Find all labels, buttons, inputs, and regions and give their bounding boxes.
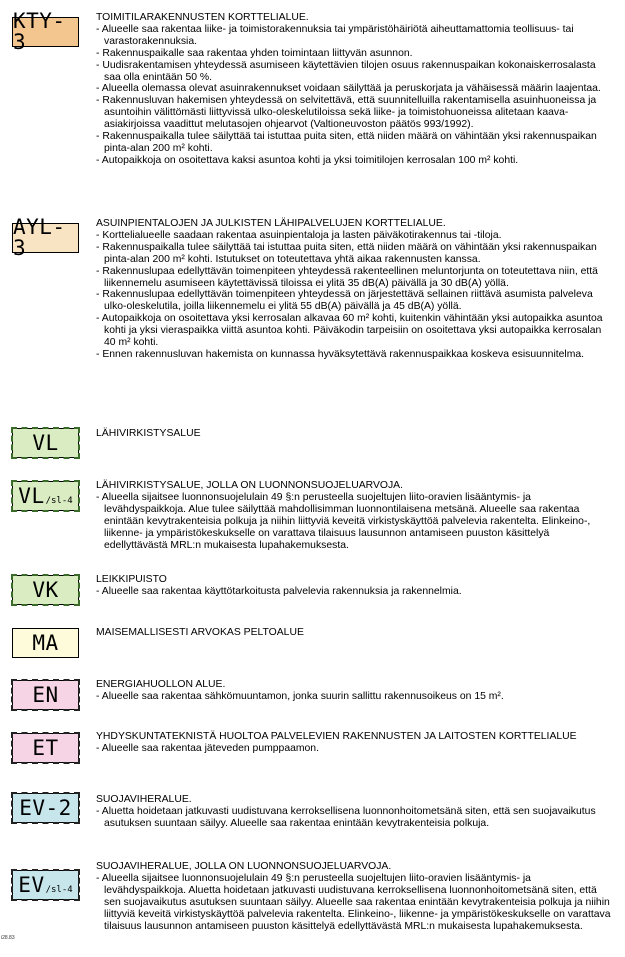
- ayl-3-description: [96, 218, 614, 361]
- ev-2-description: [96, 794, 614, 830]
- regulation-item: - Rakennuspaikalle saa rakentaa yhden toimintaan liittyvän asunnon.: [96, 47, 413, 59]
- kty-3-legend-symbol: [12, 9, 79, 54]
- regulation-item: - Alueella sijaitsee luonnonsuojelulain 49 §:n perusteella suojeltujen liito-oravien lisääntymis- ja levähdyspaikkoja. Alue tulee säilyttää mahdollisimman luonnontilaisena metsänä. Alueelle saa rakentaa enintään kevytrakenteisia polkuja ja niihin liittyviä keveitä virkistyskäyttöä palvelevia rakentelta. Elinkeino-, liikenne- ja ympäristökeskukselle on varattava tilaisuus lausunnon antamiseen puuston käsittelyä edellyttävästä MRL:n mukaisesta lupahakemuksesta.: [96, 491, 591, 551]
- zone-code: EV: [18, 872, 45, 897]
- zone-title: TOIMITILARAKENNUSTEN KORTTELIALUE.: [96, 12, 309, 23]
- zone-code: VK: [32, 577, 59, 602]
- vl-legend-symbol: [12, 428, 79, 458]
- zone-title: LÄHIVIRKISTYSALUE: [96, 428, 201, 439]
- ma-legend-symbol: [12, 628, 79, 658]
- et-description: [96, 731, 614, 755]
- ev-sl-4-legend-symbol: [12, 870, 79, 900]
- et-legend-symbol: [12, 733, 79, 763]
- zone-subcode: /sl-4: [45, 496, 73, 506]
- zone-code: KTY-3: [13, 9, 66, 54]
- zone-title: ENERGIAHUOLLON ALUE.: [96, 679, 226, 690]
- zone-code: ET: [32, 735, 59, 760]
- vl-description: [96, 428, 614, 440]
- zone-code: EV-2: [19, 795, 72, 820]
- regulation-item: - Alueella sijaitsee luonnonsuojelulain 49 §:n perusteella suojeltujen liito-oravien lisääntymis- ja levähdyspaikkoja. Aluetta hoidetaan jatkuvasti uudistuvana kerroksellisena luonnonhoitometsänä siten, että sen suojavaikutus asutuksen suuntaan säilyy. Alueelle saa rakentaa enintään kevytrakenteisia polkuja ja niihin liittyviä keveitä virkistyskäyttöä palvelevia rakentelta. Elinkeino-, liikenne- ja ympäristökeskukselle on varattava tilaisuus lausunnon antamiseen puuston käsittelyä edellyttävästä MRL:n mukaisesta lupahakemuksesta.: [96, 872, 611, 932]
- zone-title: ASUINPIENTALOJEN JA JULKISTEN LÄHIPALVELUJEN KORTTELIALUE.: [96, 218, 446, 229]
- zone-code: AYL-3: [13, 215, 66, 260]
- regulation-item: - Aluetta hoidetaan jatkuvasti uudistuvana kerroksellisena luonnonhoitometsänä siten, että sen suojavaikutus asutuksen suuntaan säilyy. Alueelle saa rakentaa enintään kevytrakenteisia polkuja.: [96, 805, 596, 829]
- regulation-item: - Alueelle saa rakentaa sähkömuuntamon, jonka suurin sallittu rakennusoikeus on 15 m².: [96, 690, 504, 702]
- ev-sl-4-description: [96, 861, 614, 932]
- zone-subcode: /sl-4: [45, 885, 73, 895]
- zone-code: MA: [32, 630, 59, 655]
- vk-description: [96, 574, 614, 598]
- regulation-item: - Rakennuspaikalla tulee säilyttää tai istuttaa puita siten, että niiden määrä on vähintään yksi rakennuspaikan pinta-alan 200 m² kohti. Istutukset on toteutettava yhtä aikaa rakennusten kanssa.: [96, 241, 597, 265]
- regulation-item: - Alueelle saa rakentaa käyttötarkoitusta palvelevia rakennuksia ja rakennelmia.: [96, 585, 462, 597]
- zone-title: MAISEMALLISESTI ARVOKAS PELTOALUE: [96, 627, 304, 638]
- en-legend-symbol: [12, 680, 79, 710]
- en-description: [96, 679, 614, 703]
- zone-code: VL: [18, 483, 45, 508]
- regulation-item: - Ennen rakennusluvan hakemista on kunnassa hyväksytettävä rakennuspaikkaa koskeva esisuunnitelma.: [96, 348, 585, 360]
- regulation-item: - Rakennuslupaa edellyttävän toimenpiteen yhteydessä on järjestettävä sellainen riittävä asumista palveleva ulko-oleskelutila, joilla liikennemelu ei ylitä 55 dB(A) päivällä ja 45 dB(A) yöllä.: [96, 289, 593, 313]
- regulation-item: - Korttelialueelle saadaan rakentaa asuinpientaloja ja lasten päiväkotirakennus tai -tiloja.: [96, 229, 502, 241]
- regulation-item: - Uudisrakentamisen yhteydessä asumiseen käytettävien tilojen osuus rakennuspaikan kokonaiskerrosalasta saa olla enintään 50 %.: [96, 59, 596, 83]
- ev-2-legend-symbol: [12, 793, 79, 823]
- kty-3-description: [96, 12, 614, 167]
- regulation-item: - Alueella olemassa olevat asuinrakennukset voidaan säilyttää ja peruskorjata ja vähäisessä määrin laajentaa.: [96, 83, 601, 95]
- vk-legend-symbol: [12, 575, 79, 605]
- zone-title: SUOJAVIHERALUE.: [96, 794, 192, 805]
- regulation-item: - Alueelle saa rakentaa jäteveden pumppaamon.: [96, 742, 319, 754]
- zone-title: SUOJAVIHERALUE, JOLLA ON LUONNONSUOJELUARVOJA.: [96, 861, 392, 872]
- regulation-item: - Alueelle saa rakentaa liike- ja toimistorakennuksia tai ympäristöhäiriötä aiheuttamattomia teollisuus- tai varastorakennuksia.: [96, 23, 574, 47]
- regulation-item: - Rakennuslupaa edellyttävän toimenpiteen yhteydessä rakenteellinen meluntorjunta on toteutettava niin, että liikennemelu asumiseen käytettävissä tiloissa ei ylitä 35 dB(A) päivällä ja 30 dB(A) yöllä.: [96, 265, 598, 289]
- document-stamp: i28.83: [1, 935, 15, 941]
- zone-title: LÄHIVIRKISTYSALUE, JOLLA ON LUONNONSUOJELUARVOJA.: [96, 480, 403, 491]
- vl-sl-4-legend-symbol: [12, 481, 79, 511]
- zone-title: YHDYSKUNTATEKNISTÄ HUOLTOA PALVELEVIEN RAKENNUSTEN JA LAITOSTEN KORTTELIALUE: [96, 731, 577, 742]
- zone-code: VL: [32, 430, 59, 455]
- vl-sl-4-description: [96, 480, 614, 551]
- ayl-3-legend-symbol: [12, 215, 79, 260]
- regulation-item: - Autopaikkoja on osoitettava yksi kerrosalan alkavaa 60 m² kohti, kuitenkin vähintään yksi autopaikka asuntoa kohti ja yksi vieraspaikka viittä asuntoa kohti. Päiväkodin tarpeisiin on osoitettava yksi autopaikka kerrosalan 40 m² kohti.: [96, 313, 603, 349]
- zone-code: EN: [32, 682, 59, 707]
- regulation-item: - Rakennusluvan hakemisen yhteydessä on selvitettävä, että suunnitelluilla rakentamisella asuinhuoneissa ja asuntoihin välittömästi liittyvissä ulko-oleskelutiloissa sekä liike- ja toimistohuoneissa alitetaan kaava-asiakirjoissa vaadittut melutasojen ohjearvot (Valtioneuvoston päätös 993/1992).: [96, 95, 597, 131]
- regulation-item: - Autopaikkoja on osoitettava kaksi asuntoa kohti ja yksi toimitilojen kerrosalan 100 m² kohti.: [96, 154, 519, 166]
- ma-description: [96, 627, 614, 639]
- regulation-item: - Rakennuspaikalla tulee säilyttää tai istuttaa puita siten, että niiden määrä on vähintään yksi rakennuspaikan pinta-alan 200 m² kohti.: [96, 131, 597, 154]
- zone-title: LEIKKIPUISTO: [96, 574, 167, 585]
